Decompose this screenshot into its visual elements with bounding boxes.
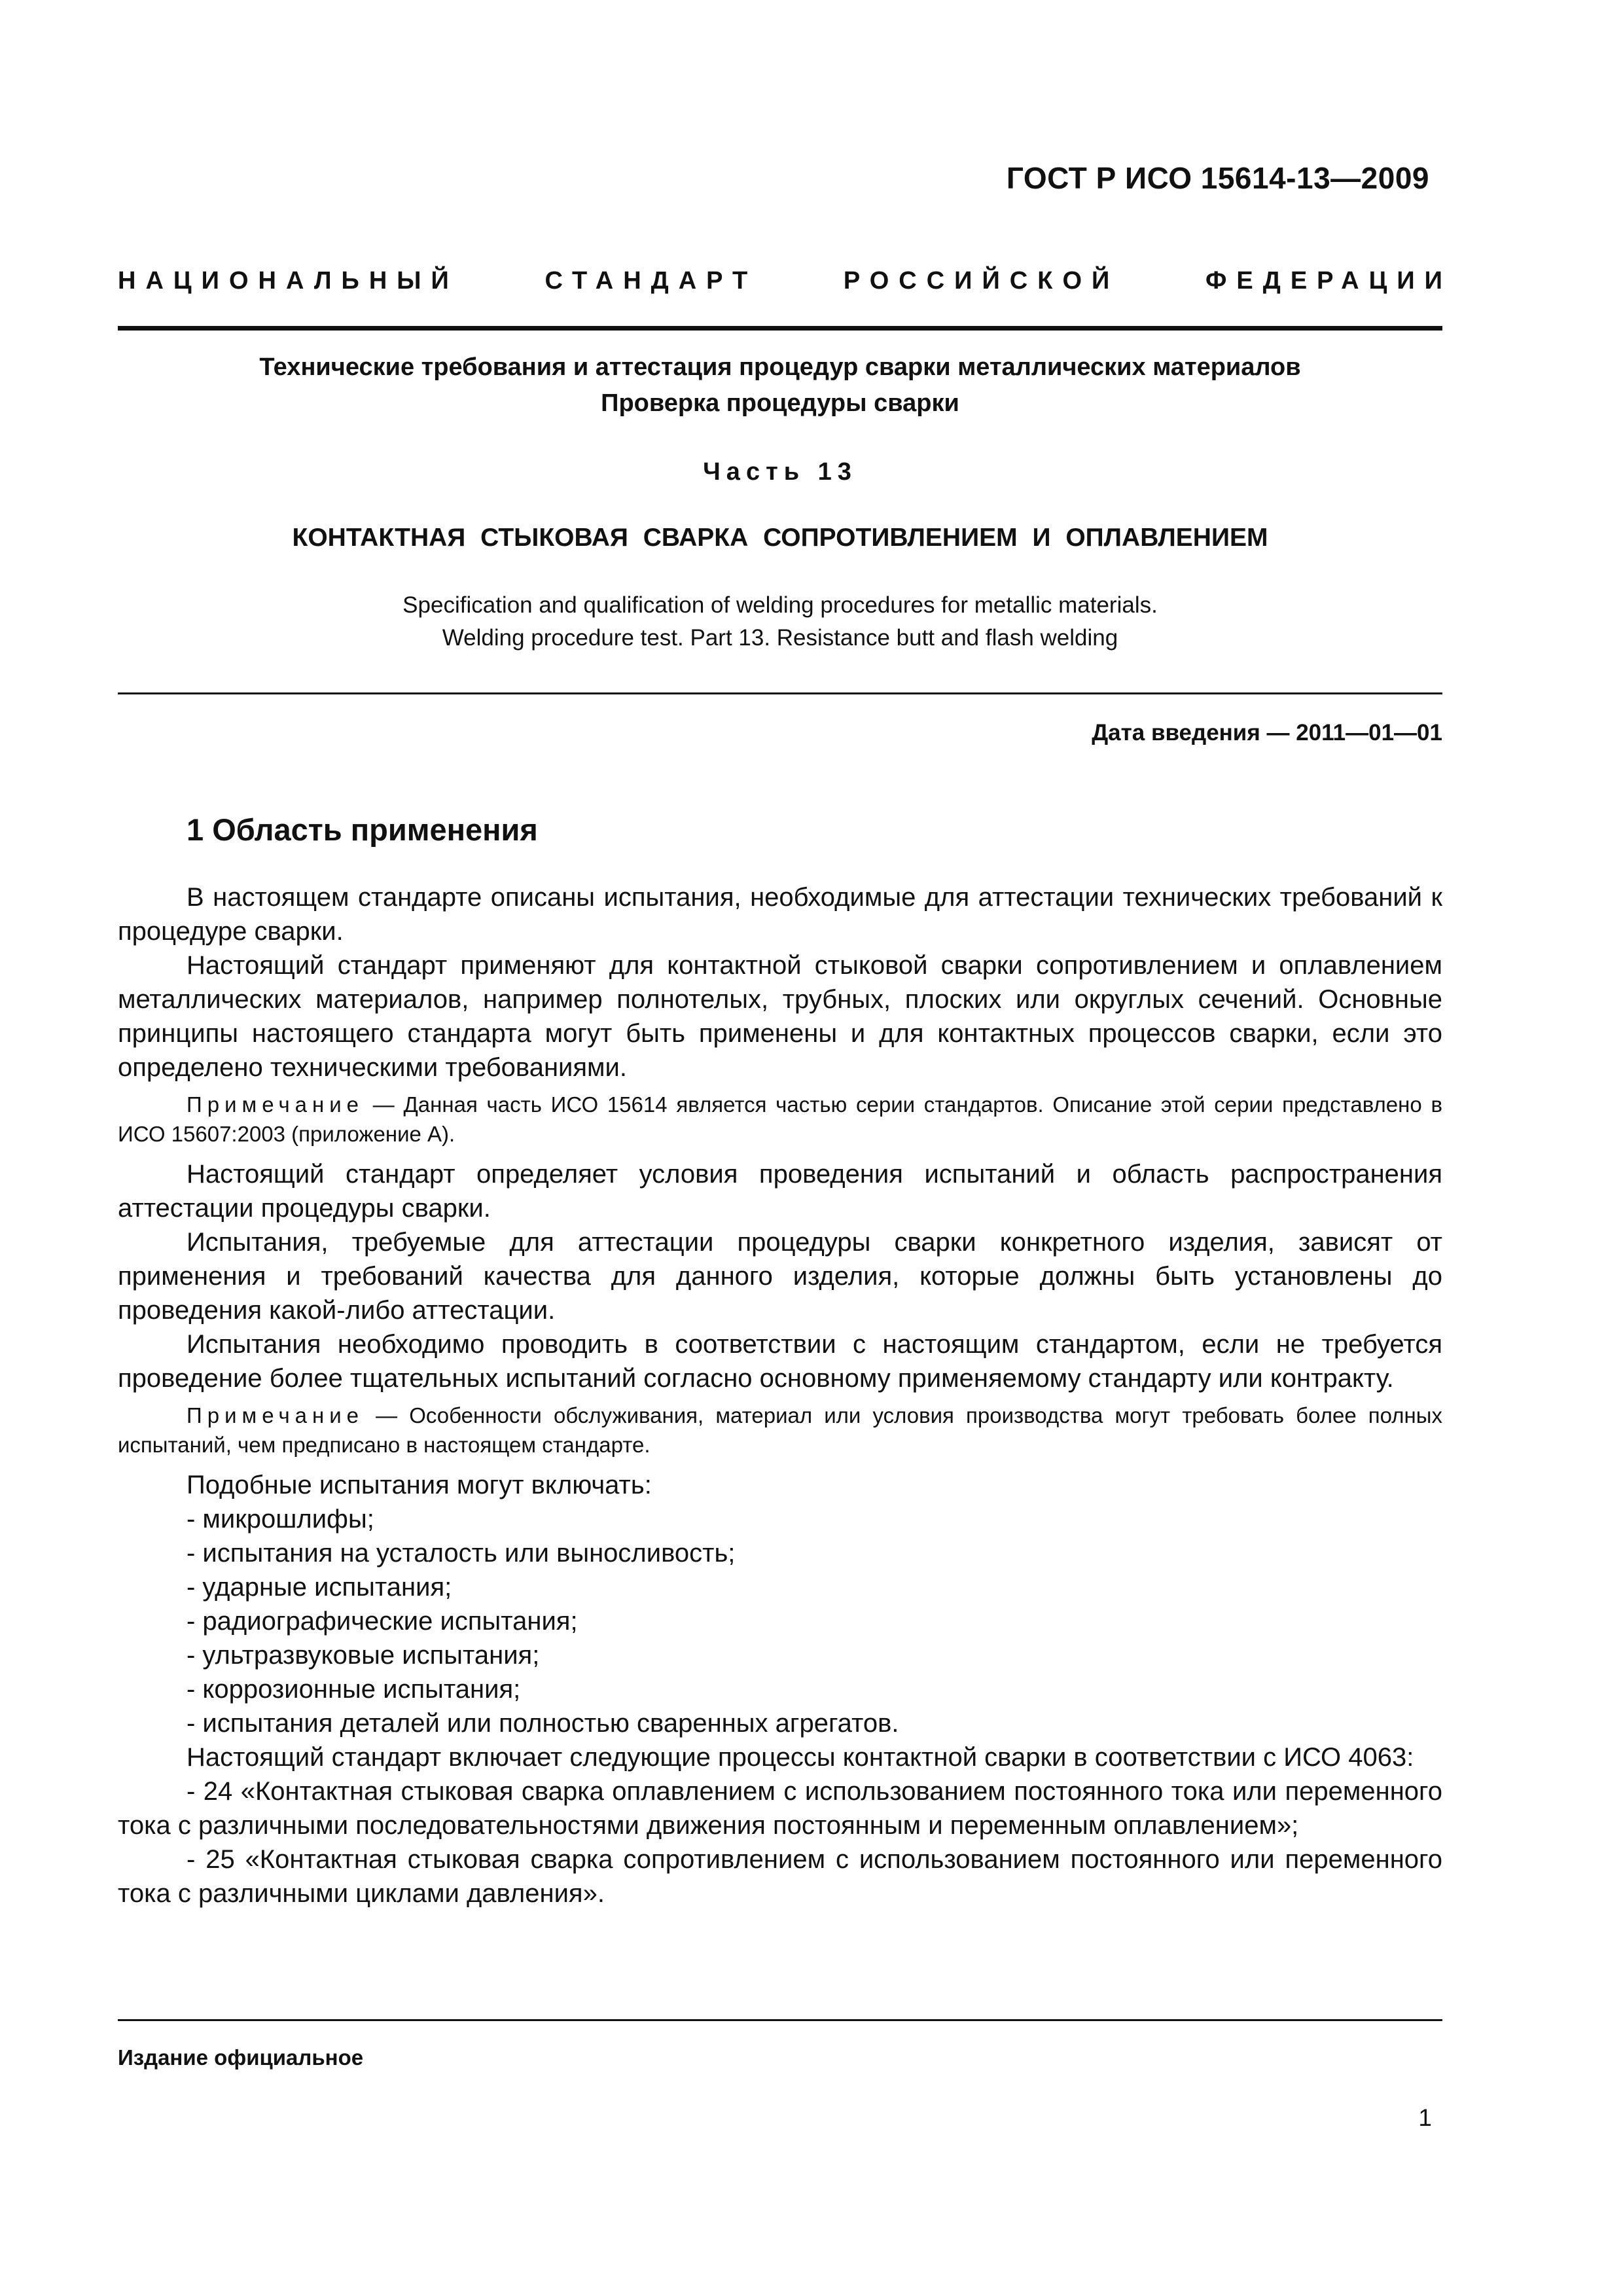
list-item: - испытания деталей или полностью сваренных агрегатов.	[187, 1709, 899, 1738]
note-text: — Данная часть ИСО 15614 является частью серии стандартов. Описание этой серии представлено в ИСО 15607:2003 (приложение А).	[118, 1092, 1442, 1146]
document-subtitle: КОНТАКТНАЯ СТЫКОВАЯ СВАРКА СОПРОТИВЛЕНИЕМ И ОПЛАВЛЕНИЕМ	[292, 524, 1268, 552]
english-title-line-2: Welding procedure test. Part 13. Resistance butt and flash welding	[442, 625, 1118, 651]
paragraph: Испытания необходимо проводить в соответствии с настоящим стандартом, если не требуется проведение более тщательных испытаний согласно основному применяемому стандарту или контракту.	[118, 1330, 1442, 1393]
standard-designation: ГОСТ Р ИСО 15614-13—2009	[1006, 161, 1429, 195]
national-standard-line	[118, 267, 1452, 295]
national-word-2: СТАНДАРТ	[544, 267, 758, 295]
note-label: Примечание	[187, 1403, 365, 1427]
paragraph: Настоящий стандарт применяют для контактной стыковой сварки сопротивлением и оплавлением металлических материалов, например полнотелых, трубных, плоских или округлых сечений. Основные принципы настоящего стандарта могут быть применены и для контактных процессов сварки, если это определено техническими требованиями.	[118, 951, 1442, 1082]
paragraph: В настоящем стандарте описаны испытания, необходимые для аттестации технических требований к процедуре сварки.	[118, 883, 1442, 946]
edition-label: Издание официальное	[118, 2045, 364, 2070]
paragraph: - 24 «Контактная стыковая сварка оплавлением с использованием постоянного тока или переменного тока с различными последовательностями движения постоянным и переменным оплавлением»;	[118, 1777, 1442, 1840]
note	[118, 1401, 1442, 1460]
national-word-1: НАЦИОНАЛЬНЫЙ	[118, 267, 459, 295]
title-divider	[118, 692, 1442, 694]
list-item: - микрошлифы;	[187, 1505, 374, 1534]
page-number: 1	[1418, 2104, 1432, 2131]
note-label: Примечание	[187, 1092, 365, 1117]
title-line-1: Технические требования и аттестация процедур сварки металлических материалов	[259, 353, 1301, 381]
section-body	[118, 880, 1442, 1910]
national-word-4: ФЕДЕРАЦИИ	[1205, 267, 1452, 295]
list-item: - испытания на усталость или выносливость;	[187, 1539, 736, 1568]
paragraph: Испытания, требуемые для аттестации процедуры сварки конкретного изделия, зависят от применения и требований качества для данного изделия, которые должны быть установлены до проведения какой-либо аттестации.	[118, 1228, 1442, 1325]
part-label: Часть 13	[703, 458, 857, 486]
section-heading: 1 Область применения	[187, 812, 538, 847]
list-intro: Подобные испытания могут включать:	[187, 1471, 652, 1499]
header-divider	[118, 326, 1442, 331]
introduction-date: Дата введения — 2011—01—01	[1092, 720, 1442, 745]
paragraph: - 25 «Контактная стыковая сварка сопротивлением с использованием постоянного или переменного тока с различными циклами давления».	[118, 1845, 1442, 1908]
note	[118, 1090, 1442, 1149]
footer-divider	[118, 2019, 1442, 2021]
note-text: — Особенности обслуживания, материал или условия производства могут требовать более полных испытаний, чем предписано в настоящем стандарте.	[118, 1403, 1442, 1457]
list-item: - коррозионные испытания;	[187, 1675, 521, 1704]
national-word-3: РОССИЙСКОЙ	[843, 267, 1120, 295]
paragraph: Настоящий стандарт определяет условия проведения испытаний и область распространения аттестации процедуры сварки.	[118, 1160, 1442, 1223]
list-item: - радиографические испытания;	[187, 1607, 578, 1636]
list-item: - ультразвуковые испытания;	[187, 1641, 540, 1670]
title-line-2: Проверка процедуры сварки	[601, 389, 959, 417]
paragraph: Настоящий стандарт включает следующие процессы контактной сварки в соответствии с ИСО 4063:	[187, 1743, 1414, 1772]
list-item: - ударные испытания;	[187, 1573, 452, 1602]
english-title-line-1: Specification and qualification of welding procedures for metallic materials.	[402, 592, 1158, 618]
